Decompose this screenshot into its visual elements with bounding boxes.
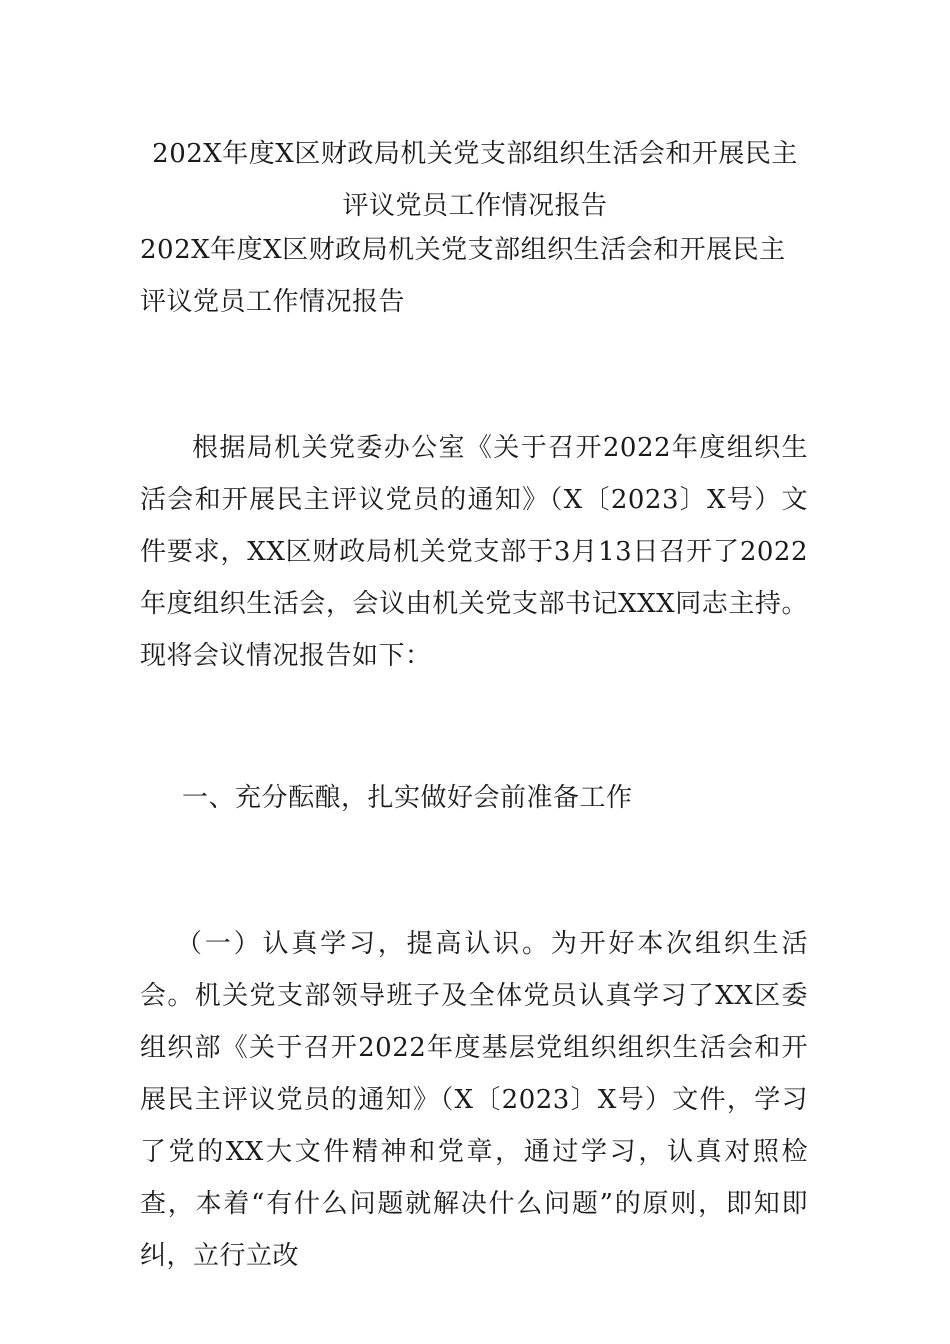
intro-paragraph: 根据局机关党委办公室《关于召开2022年度组织生活会和开展民主评议党员的通知》（X〔2023〕X号）文件要求，XX区财政局机关党支部于3月13日召开了2022年度组织生活会，会议由机关党支部书记XXX同志主持。现将会议情况报告如下： (140, 433, 808, 671)
section-paragraph: （一）认真学习，提高认识。为开好本次组织生活会。机关党支部领导班子及全体党员认真学习了XX区委组织部《关于召开2022年度基层党组织组织生活会和开展民主评议党员的通知》（X〔2023〕X号）文件，学习了党的XX大文件精神和党章，通过学习，认真对照检查，本着“有什么问题就解决什么问题”的原则，即知即纠，立行立改 (140, 929, 808, 1271)
section-heading: 一、充分酝酿，扎实做好会前准备工作 (182, 783, 633, 813)
document-title: 202X年度X区财政局机关党支部组织生活会和开展民主评议党员工作情况报告 (152, 139, 798, 221)
document-title-repeat: 202X年度X区财政局机关党支部组织生活会和开展民主评议党员工作情况报告 (140, 235, 786, 317)
